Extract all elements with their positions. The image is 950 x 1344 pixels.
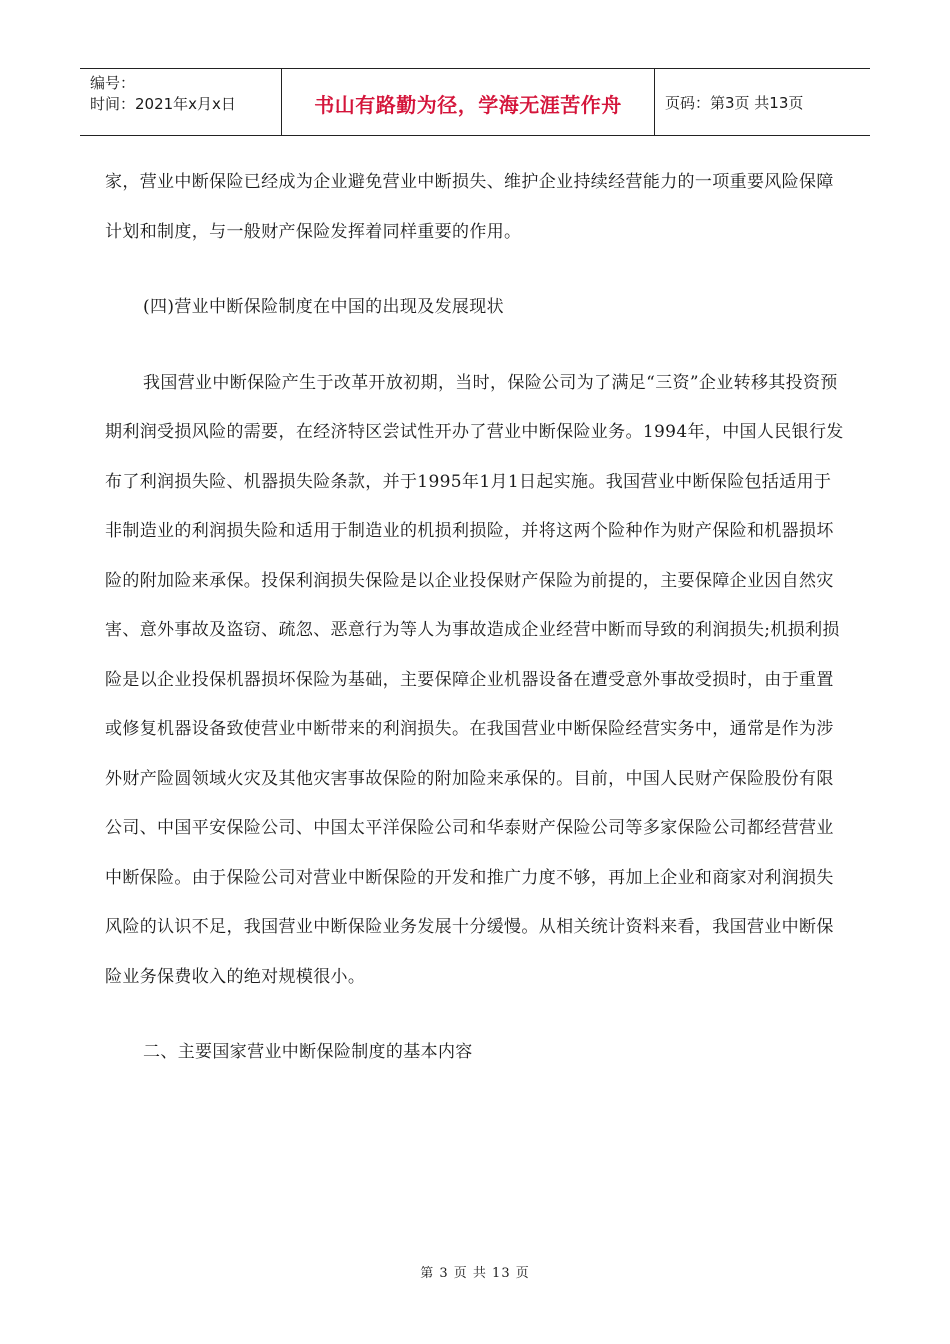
header-motto: 书山有路勤为径，学海无涯苦作舟: [314, 92, 622, 117]
paragraph-main: 我国营业中断保险产生于改革开放初期，当时，保险公司为了满足“三资”企业转移其投资预期利润受损风险的需要，在经济特区尝试性开办了营业中断保险业务。1994年，中国人民银行发布了利润损失险、机器损失险条款，并于1995年1月1日起实施。我国营业中断保险包括适用于非制造业的利润损失险和适用于制造业的机损利损险，并将这两个险种作为财产保险和机器损坏险的附加险来承保。投保利润损失保险是以企业投保财产保险为前提的，主要保障企业因自然灾害、意外事故及盗窃、疏忽、恶意行为等人为事故造成企业经营中断而导致的利润损失;机损利损险是以企业投保机器损坏保险为基础，主要保障企业机器设备在遭受意外事故受损时，由于重置或修复机器设备致使营业中断带来的利润损失。在我国营业中断保险经营实务中，通常是作为涉外财产险圆领域火灾及其他灾害事故保险的附加险来承保的。目前，中国人民财产保险股份有限公司、中国平安保险公司、中国太平洋保险公司和华泰财产保险公司等多家保险公司都经营营业中断保险。由于保险公司对营业中断保险的开发和推广力度不够，再加上企业和商家对利润损失风险的认识不足，我国营业中断保险业务发展十分缓慢。从相关统计资料来看，我国营业中断保险业务保费收入的绝对规模很小。: [105, 372, 844, 987]
document-time-label: 时间：2021年x月x日: [90, 95, 236, 113]
section-heading-4: (四)营业中断保险制度在中国的出现及发展现状: [143, 297, 504, 317]
paragraph-continuation: 家，营业中断保险已经成为企业避免营业中断损失、维护企业持续经营能力的一项重要风险保障计划和制度，与一般财产保险发挥着同样重要的作用。: [105, 172, 834, 242]
section-heading-2: 二、主要国家营业中断保险制度的基本内容: [143, 1042, 473, 1062]
document-body: [105, 158, 845, 1078]
header-motto-cell: [282, 69, 655, 135]
page-footer: 第 3 页 共 13 页: [420, 1266, 530, 1281]
header-meta: [80, 69, 282, 135]
document-number-label: 编号：: [90, 74, 136, 92]
page-header: [80, 68, 870, 136]
header-page-info: 页码：第3页 共13页: [665, 93, 804, 112]
